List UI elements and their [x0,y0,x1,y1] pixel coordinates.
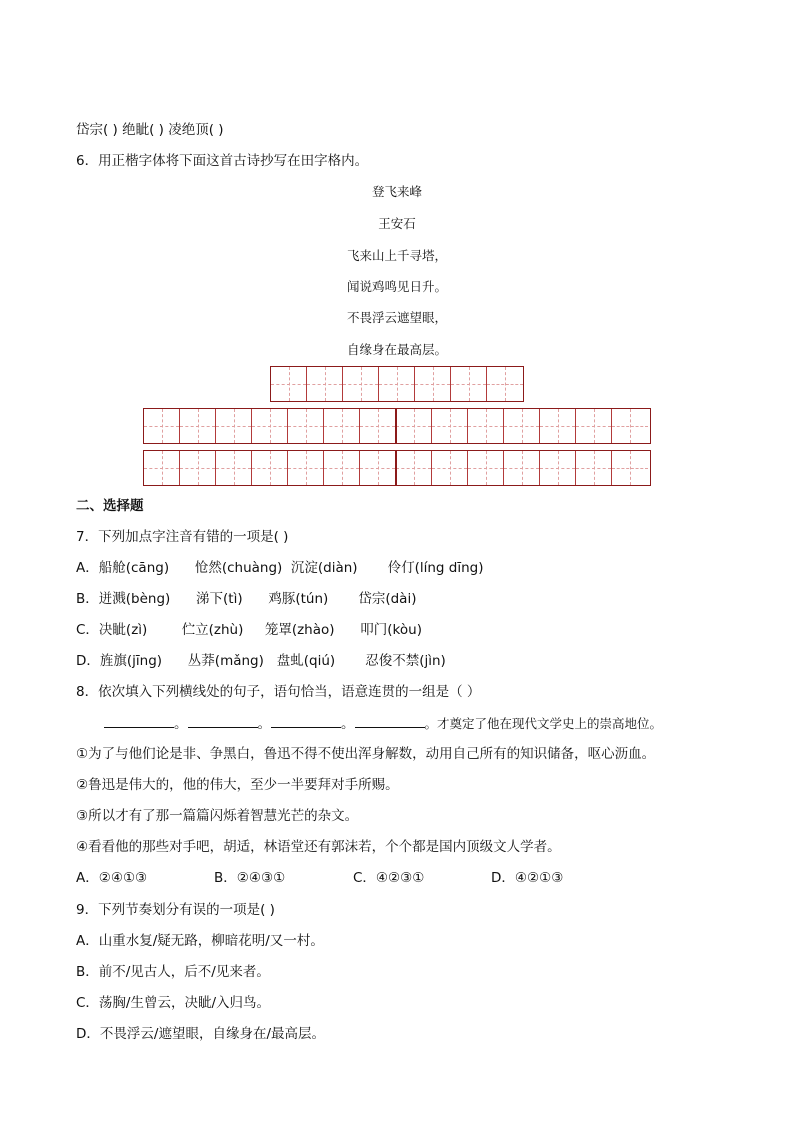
cell-guide-horizontal [468,426,503,427]
tianzige-cell[interactable] [360,451,396,485]
tianzige-cell[interactable] [144,451,180,485]
cell-guide-horizontal [252,426,287,427]
tianzige-cell[interactable] [415,367,451,401]
cell-guide-horizontal [216,468,251,469]
grid-half-divider [395,451,397,485]
q9-option-a: A．山重水复/疑无路，柳暗花明/又一村。 [76,933,324,949]
q7-option-d: D．旌旗(jīng) 丛莽(mǎng) 盘虬(qiú) 忍俊不禁(jìn) [76,653,446,669]
section-heading-choice: 二、选择题 [76,498,144,514]
tianzige-cell[interactable] [396,409,432,443]
answer-blank[interactable] [104,714,174,728]
q8-item-2: ②鲁迅是伟大的，他的伟大，至少一半要拜对手所赐。 [76,777,399,793]
tianzige-cell[interactable] [180,451,216,485]
q8-blanks-line [104,714,662,733]
q7-option-c: C．决眦(zì) 伫立(zhù) 笼罩(zhào) 叩门(kòu) [76,622,422,638]
cell-guide-horizontal [576,426,611,427]
tianzige-cell[interactable] [487,367,523,401]
cell-guide-horizontal [324,426,359,427]
cell-guide-horizontal [576,468,611,469]
cell-guide-horizontal [288,426,323,427]
q8-stem: 8．依次填入下列横线处的句子，语句恰当，语意连贯的一组是（ ） [76,684,481,700]
tianzige-cell[interactable] [612,409,648,443]
poem-line: 飞来山上千寻塔， [346,248,447,263]
cell-guide-horizontal [487,384,523,385]
cell-guide-horizontal [612,426,648,427]
tianzige-cell[interactable] [360,409,396,443]
tianzige-cell[interactable] [468,451,504,485]
tianzige-cell[interactable] [307,367,343,401]
tianzige-cell[interactable] [612,451,648,485]
q7-option-b: B．迸溅(bèng) 涕下(tì) 鸡豚(tún) 岱宗(dài) [76,591,417,607]
cell-guide-horizontal [396,468,431,469]
q8-option-b: B．②④③① [214,870,286,886]
tianzige-grid-row-title[interactable] [270,366,524,402]
cell-guide-horizontal [180,468,215,469]
q8-item-1: ①为了与他们论是非、争黑白，鲁迅不得不使出浑身解数，动用自己所有的知识储备，呕心沥血。 [76,746,656,762]
poem-title: 登飞来峰 [371,184,422,199]
q6-stem: 6．用正楷字体将下面这首古诗抄写在田字格内。 [76,153,369,169]
q9-stem: 9．下列节奏划分有误的一项是( ) [76,902,275,918]
cell-guide-horizontal [540,468,575,469]
q8-item-4: ④看看他的那些对手吧，胡适，林语堂还有郭沫若，个个都是国内顶级文人学者。 [76,839,561,855]
q9-option-b: B．前不/见古人，后不/见来者。 [76,964,270,980]
answer-blank[interactable] [355,714,425,728]
tianzige-cell[interactable] [144,409,180,443]
tianzige-cell[interactable] [504,451,540,485]
cell-guide-horizontal [451,384,486,385]
blank-separator: 。 [257,716,271,732]
tianzige-grid-row-2[interactable] [143,450,651,486]
q8-tail-sentence: 。才奠定了他在现代文学史上的崇高地位。 [424,716,663,731]
tianzige-cell[interactable] [271,367,307,401]
cell-guide-horizontal [504,426,539,427]
cell-guide-horizontal [612,468,648,469]
tianzige-cell[interactable] [540,409,576,443]
cell-guide-horizontal [379,384,414,385]
cell-guide-horizontal [360,468,395,469]
cell-guide-horizontal [307,384,342,385]
poem-author: 王安石 [378,216,416,231]
cell-guide-horizontal [144,426,179,427]
cell-guide-horizontal [343,384,378,385]
poem-line: 不畏浮云遮望眼， [346,310,447,325]
cell-guide-horizontal [415,384,450,385]
cell-guide-horizontal [360,426,395,427]
cell-guide-horizontal [540,426,575,427]
grid-half-divider [395,409,397,443]
blank-separator: 。 [341,716,355,732]
q8-option-d: D．④②①③ [491,870,564,886]
tianzige-cell[interactable] [252,409,288,443]
q8-option-c: C．④②③① [353,870,425,886]
q8-option-a: A．②④①③ [76,870,148,886]
tianzige-cell[interactable] [252,451,288,485]
tianzige-cell[interactable] [576,409,612,443]
cell-guide-horizontal [504,468,539,469]
q9-option-c: C．荡胸/生曾云，决眦/入归鸟。 [76,995,271,1011]
tianzige-cell[interactable] [451,367,487,401]
cell-guide-horizontal [180,426,215,427]
q7-stem: 7．下列加点字注音有错的一项是( ) [76,529,289,545]
answer-blank[interactable] [188,714,258,728]
tianzige-grid-row-1[interactable] [143,408,651,444]
tianzige-cell[interactable] [396,451,432,485]
tianzige-cell[interactable] [324,451,360,485]
cell-guide-horizontal [432,426,467,427]
tianzige-cell[interactable] [288,409,324,443]
tianzige-cell[interactable] [180,409,216,443]
cell-guide-horizontal [144,468,179,469]
poem-line: 闻说鸡鸣见日升。 [346,279,447,294]
blank-separator: 。 [174,716,188,732]
q5-tail-line: 岱宗( ) 绝眦( ) 凌绝顶( ) [76,122,224,138]
tianzige-cell[interactable] [324,409,360,443]
tianzige-cell[interactable] [504,409,540,443]
cell-guide-horizontal [324,468,359,469]
cell-guide-horizontal [216,426,251,427]
tianzige-cell[interactable] [432,451,468,485]
q7-option-a: A．船舱(cāng) 怆然(chuàng) 沉淀(diàn) 伶仃(líng dīng) [76,560,484,576]
tianzige-cell[interactable] [432,409,468,443]
cell-guide-horizontal [396,426,431,427]
poem-line: 自缘身在最高层。 [346,342,447,357]
tianzige-cell[interactable] [379,367,415,401]
cell-guide-horizontal [271,384,306,385]
cell-guide-horizontal [288,468,323,469]
tianzige-cell[interactable] [540,451,576,485]
tianzige-cell[interactable] [288,451,324,485]
cell-guide-horizontal [468,468,503,469]
tianzige-cell[interactable] [576,451,612,485]
q9-option-d: D．不畏浮云/遮望眼，自缘身在/最高层。 [76,1026,325,1042]
cell-guide-horizontal [432,468,467,469]
tianzige-cell[interactable] [216,409,252,443]
tianzige-cell[interactable] [343,367,379,401]
tianzige-cell[interactable] [216,451,252,485]
q8-item-3: ③所以才有了那一篇篇闪烁着智慧光芒的杂文。 [76,808,359,824]
cell-guide-horizontal [252,468,287,469]
tianzige-cell[interactable] [468,409,504,443]
answer-blank[interactable] [271,714,341,728]
